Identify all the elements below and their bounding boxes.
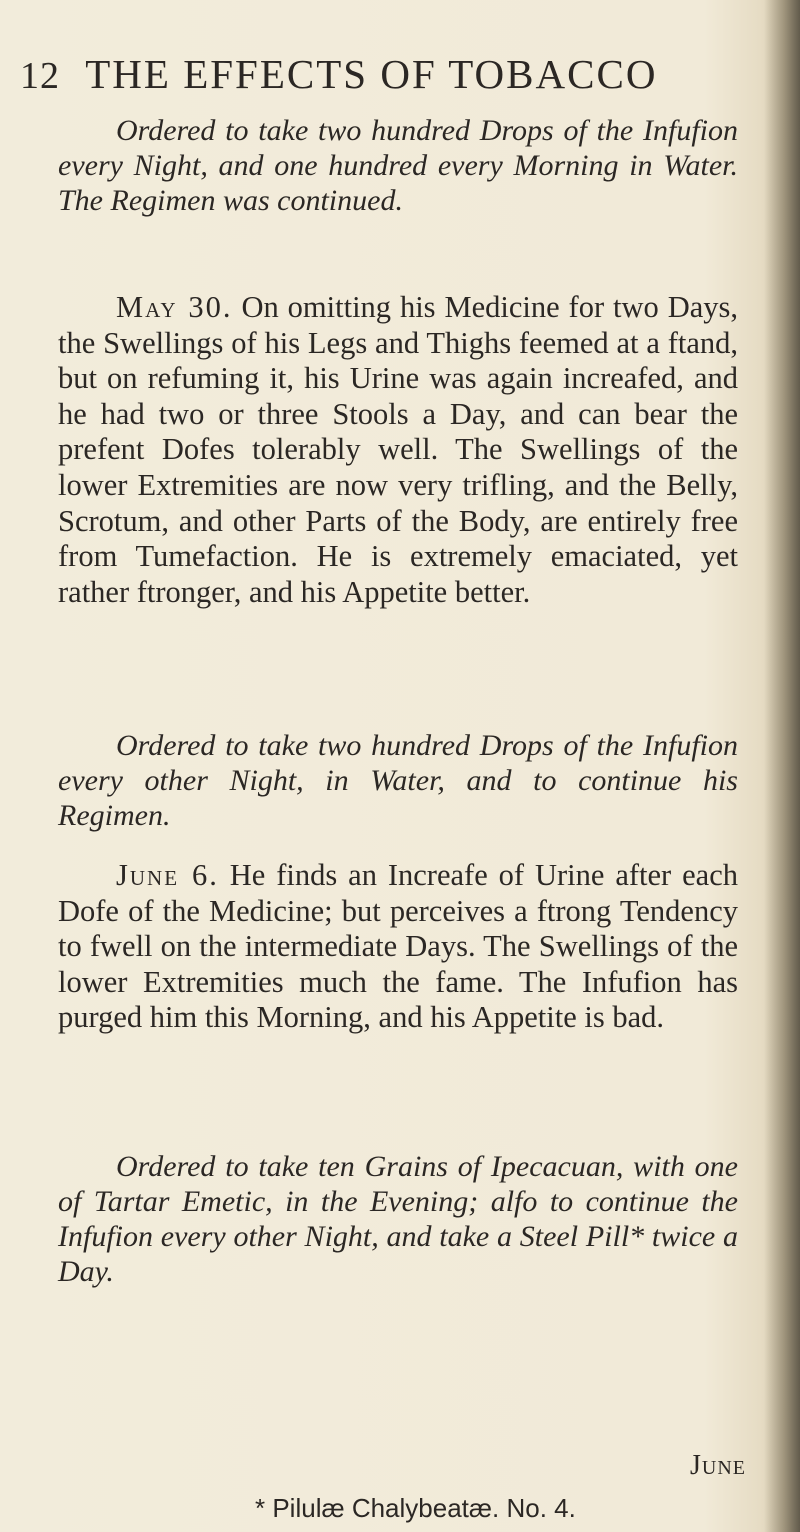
page-edge-shadow xyxy=(764,0,800,1532)
running-header xyxy=(20,50,750,98)
case-entry-paragraph xyxy=(58,290,738,610)
prescription-text: Ordered to take ten Grains of Ipecacuan, with one of Tartar Emetic, in the Evening; alfo to continue the Infufion every other Night, and take a Steel Pill* twice a Day. xyxy=(58,1150,738,1288)
entry-text: On omitting his Medicine for two Days, the Swellings of his Legs and Thighs feemed at a ftand, but on refuming it, his Urine was again increafed, and he had two or three Stools a Day, and can bear the prefent Dofes tolerably well. The Swellings of the lower Extremities are now very trifling, and the Belly, Scrotum, and other Parts of the Body, are entirely free from Tumefaction. He is extremely emaciated, yet rather ftronger, and his Appetite better. xyxy=(58,290,738,609)
case-entry-paragraph xyxy=(58,858,738,1036)
prescription-text: Ordered to take two hundred Drops of the Infufion every other Night, in Water, and to continue his Regimen. xyxy=(58,729,738,832)
entry-text: He finds an Increafe of Urine after each Dofe of the Medicine; but perceives a ftrong Tendency to fwell on the intermediate Days. The Swellings of the lower Extremities much the fame. The Infufion has purged him this Morning, and his Appetite is bad. xyxy=(58,858,738,1035)
entry-date: May 30. xyxy=(116,290,233,324)
catchword: June xyxy=(690,1450,746,1481)
running-title: THE EFFECTS OF TOBACCO xyxy=(85,51,658,97)
footnote: * Pilulæ Chalybeatæ. No. 4. xyxy=(255,1493,576,1523)
prescription-text: Ordered to take two hundred Drops of the Infufion every Night, and one hundred every Morning in Water. The Regimen was continued. xyxy=(58,114,738,217)
prescription-paragraph xyxy=(58,728,738,833)
page-number: 12 xyxy=(20,55,60,97)
entry-date: June 6. xyxy=(116,858,219,892)
prescription-paragraph xyxy=(58,113,738,218)
prescription-paragraph xyxy=(58,1149,738,1289)
